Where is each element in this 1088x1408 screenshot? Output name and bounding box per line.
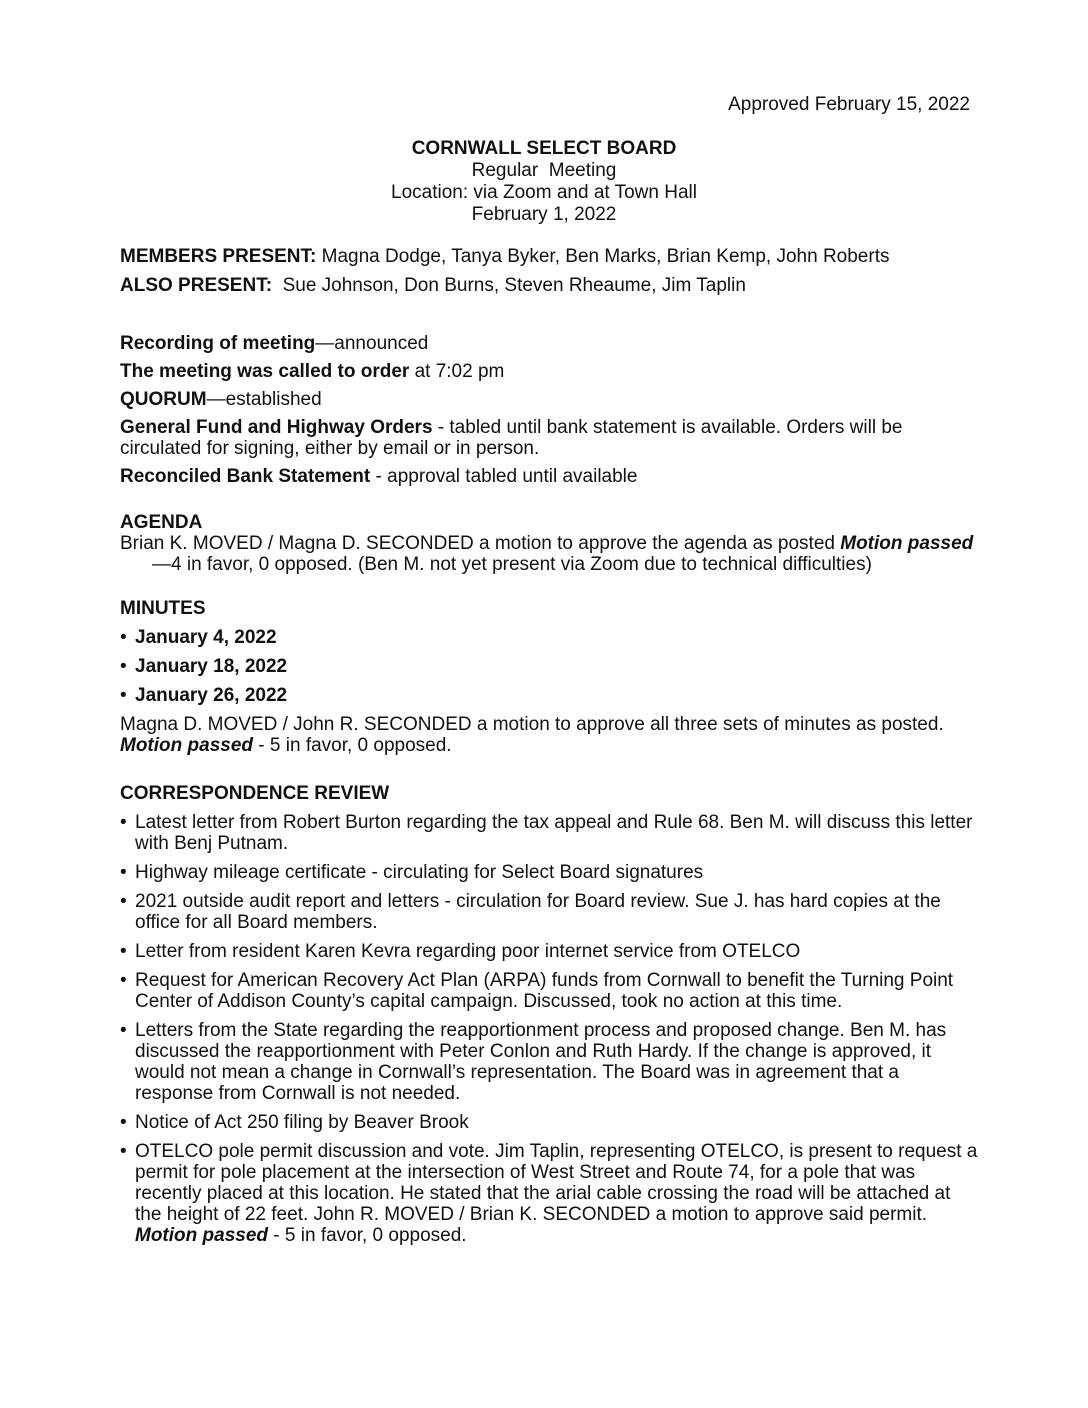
list-item: • January 18, 2022 [120, 656, 980, 677]
minutes-dates-list [120, 627, 980, 706]
minutes-motion: Magna D. MOVED / John R. SECONDED a motion to approve all three sets of minutes as posted. Motion passed - 5 in favor, 0 opposed. [120, 714, 944, 756]
list-item: • Letter from resident Karen Kevra regarding poor internet service from OTELCO [120, 941, 980, 962]
also-present: ALSO PRESENT: Sue Johnson, Don Burns, Steven Rheaume, Jim Taplin [120, 275, 746, 296]
list-item: • January 26, 2022 [120, 685, 980, 706]
meeting-type: Regular Meeting [471, 160, 617, 181]
minutes-heading: MINUTES [120, 598, 206, 619]
meeting-date: February 1, 2022 [471, 204, 617, 225]
list-item: • Notice of Act 250 filing by Beaver Brook [120, 1112, 980, 1133]
orders-item: General Fund and Highway Orders - tabled until bank statement is available. Orders will be circulated for signing, either by email or in person. [120, 417, 903, 459]
correspondence-heading: CORRESPONDENCE REVIEW [120, 783, 390, 804]
list-item: • 2021 outside audit report and letters - circulation for Board review. Sue J. has hard copies at the office for all Board members. [120, 891, 980, 933]
list-item: • Highway mileage certificate - circulating for Select Board signatures [120, 862, 980, 883]
minutes-body [120, 246, 980, 1246]
list-item: • Latest letter from Robert Burton regarding the tax appeal and Rule 68. Ben M. will discuss this letter with Benj Putnam. [120, 812, 980, 854]
list-item: • Request for American Recovery Act Plan (ARPA) funds from Cornwall to benefit the Turning Point Center of Addison County’s capital campaign. Discussed, took no action at this time. [120, 970, 980, 1012]
board-title: CORNWALL SELECT BOARD [411, 138, 677, 159]
list-item: • Letters from the State regarding the reapportionment process and proposed change. Ben M. has discussed the reapportionment with Peter Conlon and Ruth Hardy. If the change is approved, it would not mean a change in Cornwall’s representation. The Board was in agreement that a response from Cornwall is not needed. [120, 1020, 980, 1104]
recording-item: Recording of meeting—announced [120, 333, 429, 354]
meeting-location: Location: via Zoom and at Town Hall [391, 182, 697, 203]
document-header [0, 138, 1088, 226]
members-present: MEMBERS PRESENT: Magna Dodge, Tanya Byker, Ben Marks, Brian Kemp, John Roberts [120, 246, 890, 267]
call-to-order-item: The meeting was called to order at 7:02 pm [120, 361, 505, 382]
quorum-item: QUORUM—established [120, 389, 322, 410]
agenda-heading: AGENDA [120, 512, 203, 533]
agenda-motion: Brian K. MOVED / Magna D. SECONDED a motion to approve the agenda as posted Motion passed—4 in favor, 0 opposed. (Ben M. not yet present via Zoom due to technical difficulties) [120, 533, 974, 575]
list-item: • OTELCO pole permit discussion and vote. Jim Taplin, representing OTELCO, is present to request a permit for pole placement at the intersection of West Street and Route 74, for a pole that was recently placed at this location. He stated that the arial cable crossing the road will be attached at the height of 22 feet. John R. MOVED / Brian K. SECONDED a motion to approve said permit. Motion passed - 5 in favor, 0 opposed. [120, 1141, 980, 1246]
list-item: • January 4, 2022 [120, 627, 980, 648]
bank-statement-item: Reconciled Bank Statement - approval tabled until available [120, 466, 638, 487]
approval-date: Approved February 15, 2022 [728, 94, 970, 115]
correspondence-list [120, 812, 980, 1246]
